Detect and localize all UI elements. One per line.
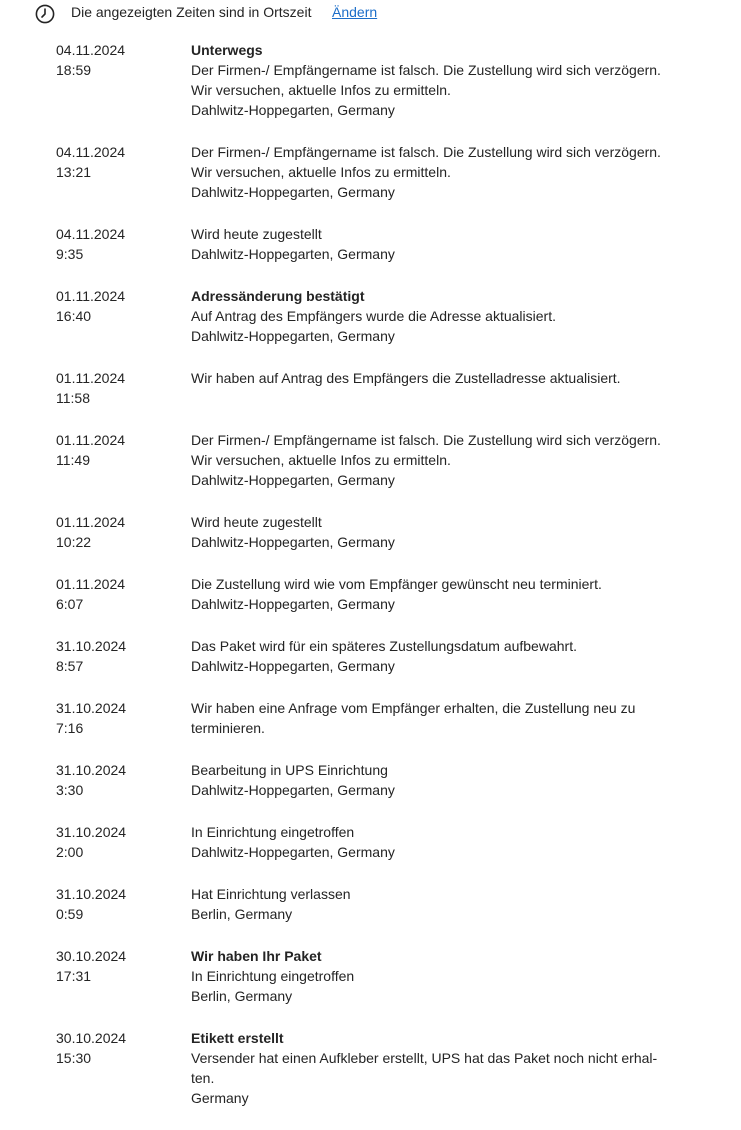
event-description: Die Zustellung wird wie vom Empfänger gewünscht neu terminiert. (191, 576, 602, 592)
history-event (0, 368, 741, 408)
clock-icon (35, 4, 55, 24)
event-datetime (56, 512, 176, 552)
history-event (0, 286, 741, 346)
change-timezone-link[interactable]: Ändern (332, 4, 378, 20)
event-description: Versender hat einen Aufkleber erstellt, UPS hat das Paket noch nicht erhal-ten. (191, 1050, 658, 1086)
event-details (191, 1028, 666, 1108)
event-datetime (56, 40, 176, 80)
event-location: Dahlwitz-Hoppegarten, Germany (191, 328, 395, 344)
history-event (0, 224, 741, 264)
event-description: Bearbeitung in UPS Einrichtung (191, 762, 388, 778)
event-description: Hat Einrichtung verlassen (191, 886, 351, 902)
event-details (191, 142, 666, 202)
event-description: Wird heute zugestellt (191, 226, 322, 242)
event-datetime (56, 286, 176, 326)
event-datetime (56, 822, 176, 862)
event-location: Dahlwitz-Hoppegarten, Germany (191, 472, 395, 488)
event-date: 01.11.2024 (56, 432, 126, 448)
event-time: 11:49 (56, 452, 90, 468)
event-details (191, 40, 666, 120)
event-location: Dahlwitz-Hoppegarten, Germany (191, 844, 395, 860)
event-description: In Einrichtung eingetroffen (191, 824, 355, 840)
timezone-note: Die angezeigten Zeiten sind in Ortszeit (71, 4, 312, 20)
history-event (0, 636, 741, 676)
event-details (191, 512, 666, 552)
event-location: Dahlwitz-Hoppegarten, Germany (191, 246, 395, 262)
event-details (191, 822, 666, 862)
event-time: 6:07 (56, 596, 84, 612)
event-date: 04.11.2024 (56, 42, 126, 58)
history-event (0, 574, 741, 614)
event-location: Dahlwitz-Hoppegarten, Germany (191, 782, 395, 798)
event-details (191, 698, 666, 738)
event-status-title: Adressänderung bestätigt (191, 288, 365, 304)
event-date: 31.10.2024 (56, 700, 127, 716)
event-details (191, 574, 666, 614)
event-date: 04.11.2024 (56, 226, 126, 242)
event-location: Dahlwitz-Hoppegarten, Germany (191, 534, 395, 550)
event-date: 31.10.2024 (56, 886, 127, 902)
history-event (0, 40, 741, 120)
event-datetime (56, 430, 176, 470)
event-datetime (56, 884, 176, 924)
history-event (0, 822, 741, 862)
event-time: 9:35 (56, 246, 84, 262)
event-description: Der Firmen-/ Empfängername ist falsch. Die Zustellung wird sich verzögern. Wir versuchen, aktuelle Infos zu ermitteln. (191, 62, 661, 98)
event-time: 11:58 (56, 390, 90, 406)
history-event (0, 760, 741, 800)
shipment-history-list (0, 40, 741, 1130)
event-details (191, 884, 666, 924)
event-location: Germany (191, 1090, 249, 1106)
event-location: Dahlwitz-Hoppegarten, Germany (191, 658, 395, 674)
event-date: 01.11.2024 (56, 288, 126, 304)
event-date: 01.11.2024 (56, 514, 126, 530)
event-datetime (56, 142, 176, 182)
event-time: 10:22 (56, 534, 92, 550)
event-description: Auf Antrag des Empfängers wurde die Adresse aktualisiert. (191, 308, 556, 324)
event-details (191, 286, 666, 346)
event-description: Wir haben eine Anfrage vom Empfänger erhalten, die Zustellung neu zu terminieren. (191, 700, 636, 736)
event-datetime (56, 760, 176, 800)
event-status-title: Etikett erstellt (191, 1030, 284, 1046)
event-datetime (56, 368, 176, 408)
event-time: 8:57 (56, 658, 84, 674)
event-description: In Einrichtung eingetroffen (191, 968, 355, 984)
event-time: 3:30 (56, 782, 84, 798)
event-description: Der Firmen-/ Empfängername ist falsch. Die Zustellung wird sich verzögern. Wir versuchen, aktuelle Infos zu ermitteln. (191, 432, 661, 468)
event-datetime (56, 636, 176, 676)
event-time: 2:00 (56, 844, 84, 860)
event-datetime (56, 1028, 176, 1068)
event-datetime (56, 574, 176, 614)
event-location: Berlin, Germany (191, 906, 293, 922)
event-description: Das Paket wird für ein späteres Zustellungsdatum aufbewahrt. (191, 638, 577, 654)
event-location: Dahlwitz-Hoppegarten, Germany (191, 184, 395, 200)
event-time: 13:21 (56, 164, 92, 180)
event-date: 04.11.2024 (56, 144, 126, 160)
event-status-title: Wir haben Ihr Paket (191, 948, 322, 964)
history-event (0, 698, 741, 738)
history-event (0, 430, 741, 490)
history-event (0, 142, 741, 202)
event-time: 18:59 (56, 62, 92, 78)
history-event (0, 946, 741, 1006)
history-event (0, 512, 741, 552)
timezone-bar (0, 0, 741, 28)
event-details (191, 946, 666, 1006)
event-description: Wird heute zugestellt (191, 514, 322, 530)
history-event (0, 1028, 741, 1108)
event-location: Berlin, Germany (191, 988, 293, 1004)
event-date: 30.10.2024 (56, 948, 127, 964)
event-time: 15:30 (56, 1050, 92, 1066)
event-datetime (56, 224, 176, 264)
event-datetime (56, 946, 176, 986)
event-details (191, 368, 666, 388)
event-date: 31.10.2024 (56, 638, 127, 654)
event-date: 01.11.2024 (56, 370, 126, 386)
event-description: Der Firmen-/ Empfängername ist falsch. Die Zustellung wird sich verzögern. Wir versuchen, aktuelle Infos zu ermitteln. (191, 144, 661, 180)
event-time: 7:16 (56, 720, 84, 736)
event-date: 31.10.2024 (56, 824, 127, 840)
event-datetime (56, 698, 176, 738)
event-details (191, 760, 666, 800)
event-location: Dahlwitz-Hoppegarten, Germany (191, 102, 395, 118)
event-description: Wir haben auf Antrag des Empfängers die Zustelladresse aktualisiert. (191, 370, 621, 386)
event-time: 16:40 (56, 308, 92, 324)
event-details (191, 636, 666, 676)
event-location: Dahlwitz-Hoppegarten, Germany (191, 596, 395, 612)
event-date: 31.10.2024 (56, 762, 127, 778)
event-status-title: Unterwegs (191, 42, 263, 58)
event-details (191, 224, 666, 264)
event-date: 01.11.2024 (56, 576, 126, 592)
history-event (0, 884, 741, 924)
event-time: 0:59 (56, 906, 84, 922)
event-date: 30.10.2024 (56, 1030, 127, 1046)
event-time: 17:31 (56, 968, 92, 984)
event-details (191, 430, 666, 490)
